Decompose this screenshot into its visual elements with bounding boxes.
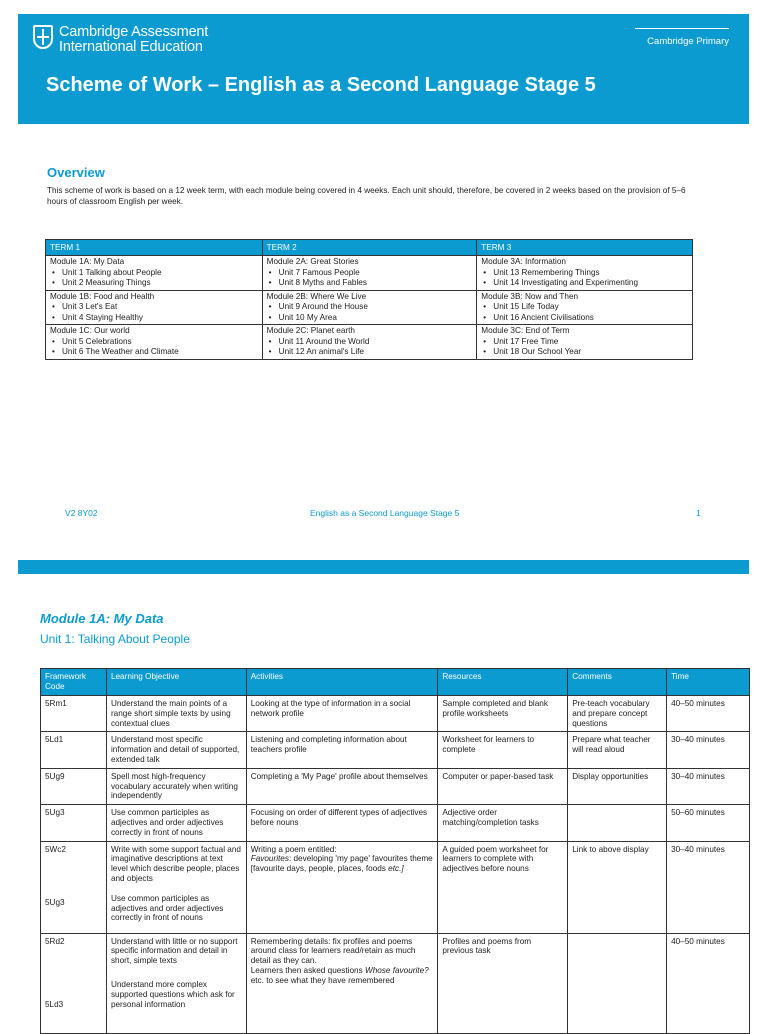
module-title: Module 2C: Planet earth [266, 326, 355, 335]
resources: Adjective order matching/completion tasks [438, 805, 568, 841]
learning-objective: Understand more complex supported questions which ask for personal information [110, 979, 235, 1009]
unit-item: • Unit 5 Celebrations [50, 337, 258, 348]
unit-item: • Unit 16 Ancient Civilisations [481, 313, 688, 324]
cambridge-logo[interactable] [33, 25, 208, 55]
resources: Sample completed and blank profile worksheets [438, 696, 568, 732]
activity-text: Learners then asked questions [250, 965, 365, 975]
column-header-activities: Activities [246, 669, 438, 696]
comments [568, 933, 667, 1033]
activity-emphasis: etc.] [388, 864, 404, 874]
framework-code: 5Rd2 [45, 936, 65, 946]
module-title: Module 2A: Great Stories [266, 257, 359, 266]
table-row [41, 696, 750, 732]
term-header: TERM 3 [477, 240, 693, 256]
brand-rule [635, 28, 729, 29]
comments [568, 805, 667, 841]
learning-objective: Understand most specific information and detail of supported, extended talk [106, 732, 246, 768]
term-cell [477, 256, 693, 291]
term-cell [262, 290, 477, 325]
spacer [45, 854, 102, 898]
scheme-table [40, 668, 750, 1034]
unit-item: • Unit 18 Our School Year [481, 347, 688, 358]
module-heading: Module 1A: My Data [40, 611, 164, 626]
table-row [41, 933, 750, 1033]
activity-text: : developing 'my page' favourites theme [favourite days, people, places, foods [250, 854, 433, 874]
resources: A guided poem worksheet for learners to complete with adjectives before nouns [438, 841, 568, 933]
term-cell [477, 325, 693, 360]
terms-table [45, 239, 693, 360]
unit-item: • Unit 17 Free Time [481, 337, 688, 348]
comments: Prepare what teacher will read aloud [568, 732, 667, 768]
term-cell [477, 290, 693, 325]
unit-item: • Unit 6 The Weather and Climate [50, 347, 258, 358]
unit-item: • Unit 11 Around the World [267, 337, 473, 348]
activity-intro: Writing a poem entitled: [250, 844, 337, 854]
framework-code: 5Wc2 [45, 844, 66, 854]
terms-row [46, 290, 693, 325]
module-title: Module 3C: End of Term [481, 326, 570, 335]
header-banner [18, 14, 749, 124]
time: 30–40 minutes [667, 732, 750, 768]
framework-code: 5Ug9 [41, 768, 107, 804]
term-header: TERM 1 [46, 240, 263, 256]
activity: Focusing on order of different types of adjectives before nouns [246, 805, 438, 841]
activity-intro: Remembering details: fix profiles and poems around class for learners read/retain as much detail as they can. [250, 936, 416, 966]
unit-item: • Unit 3 Let's Eat [50, 302, 258, 313]
logo-line-2: International Education [59, 39, 203, 55]
comments: Pre-teach vocabulary and prepare concept questions [568, 696, 667, 732]
shield-icon [33, 25, 53, 49]
unit-item: • Unit 9 Around the House [267, 302, 473, 313]
learning-objective: Understand the main points of a range short simple texts by using contextual clues [106, 696, 246, 732]
table-row [41, 841, 750, 933]
module-title: Module 1A: My Data [50, 257, 125, 266]
learning-objective-cell [106, 841, 246, 933]
unit-item: • Unit 15 Life Today [481, 302, 688, 313]
column-header-learning-objective: Learning Objective [106, 669, 246, 696]
spacer [111, 966, 242, 980]
time: 40–50 minutes [667, 933, 750, 1033]
activity-text: etc. to see what they have remembered [250, 975, 395, 985]
learning-objective: Use common participles as adjectives and order adjectives correctly in front of nouns [106, 805, 246, 841]
framework-code-cell [41, 933, 107, 1033]
learning-objective: Use common participles as adjectives and order adjectives correctly in front of nouns [110, 893, 224, 923]
time: 30–40 minutes [667, 768, 750, 804]
term-header: TERM 2 [262, 240, 477, 256]
logo-text [59, 25, 208, 55]
column-header-resources: Resources [438, 669, 568, 696]
module-title: Module 3B: Now and Then [481, 291, 579, 301]
unit-item: • Unit 4 Staying Healthy [50, 313, 258, 324]
terms-row [46, 325, 693, 360]
framework-code: 5Rm1 [41, 696, 107, 732]
column-header-framework-code: Framework Code [41, 669, 107, 696]
module-title: Module 1B: Food and Health [50, 291, 155, 301]
activity-emphasis: Favourites [250, 854, 289, 864]
unit-item: • Unit 8 Myths and Fables [267, 278, 473, 289]
time: 50–60 minutes [667, 805, 750, 841]
table-row [41, 805, 750, 841]
logo-line-1: Cambridge Assessment [59, 24, 209, 40]
framework-code-cell [41, 841, 107, 933]
page-title: Scheme of Work – English as a Second Language Stage 5 [46, 74, 596, 96]
unit-item: • Unit 2 Measuring Things [50, 278, 258, 289]
resources: Profiles and poems from previous task [438, 933, 568, 1033]
table-row [41, 732, 750, 768]
unit-item: • Unit 10 My Area [267, 313, 473, 324]
terms-row [46, 256, 693, 291]
footer-title: English as a Second Language Stage 5 [310, 508, 460, 518]
resources: Computer or paper-based task [438, 768, 568, 804]
learning-objective: Write with some support factual and imaginative descriptions at text level which describe people, places and objects [110, 844, 241, 883]
framework-code: 5Ld1 [41, 732, 107, 768]
term-cell [46, 290, 263, 325]
module-title: Module 2B: Where We Live [266, 291, 367, 301]
unit-item: • Unit 1 Talking about People [50, 268, 258, 279]
comments: Display opportunities [568, 768, 667, 804]
term-cell [46, 325, 263, 360]
unit-item: • Unit 7 Famous People [267, 268, 473, 279]
terms-header-row [46, 240, 693, 256]
framework-code: 5Ld3 [45, 1000, 64, 1010]
table-row [41, 768, 750, 804]
framework-code: 5Ug3 [41, 805, 107, 841]
learning-objective: Spell most high-frequency vocabulary accurately when writing independently [106, 768, 246, 804]
framework-code: 5Ug3 [45, 898, 65, 908]
unit-item: • Unit 12 An animal's Life [267, 347, 473, 358]
time: 40–50 minutes [667, 696, 750, 732]
term-cell [262, 256, 477, 291]
overview-heading: Overview [47, 165, 105, 180]
term-cell [262, 325, 477, 360]
term-cell [46, 256, 263, 291]
comments: Link to above display [568, 841, 667, 933]
module-title: Module 3A: Information [481, 257, 566, 266]
learning-objective-cell [106, 933, 246, 1033]
overview-text: This scheme of work is based on a 12 week term, with each module being covered in 4 weeks. Each unit should, therefore, be covered in 2 weeks based on the provision of 5–6 hours of classroom English per week. [47, 186, 686, 206]
unit-item: • Unit 13 Remembering Things [481, 268, 688, 279]
module-title: Module 1C: Our world [50, 326, 130, 335]
activity [246, 933, 438, 1033]
footer-page-number: 1 [696, 508, 701, 518]
spacer [111, 884, 242, 894]
spacer [45, 946, 102, 1000]
activity [246, 841, 438, 933]
learning-objective: Understand with little or no support specific information and detail in short, simple texts [110, 936, 238, 966]
page-2-header-bar [18, 560, 749, 574]
unit-item: • Unit 14 Investigating and Experimenting [481, 278, 688, 289]
activity-emphasis: Whose favourite? [364, 965, 429, 975]
scheme-header-row [41, 669, 750, 696]
brand-text: Cambridge Primary [647, 36, 729, 47]
activity: Completing a 'My Page' profile about themselves [246, 768, 438, 804]
column-header-comments: Comments [568, 669, 667, 696]
column-header-time: Time [667, 669, 750, 696]
activity: Looking at the type of information in a social network profile [246, 696, 438, 732]
time: 30–40 minutes [667, 841, 750, 933]
resources: Worksheet for learners to complete [438, 732, 568, 768]
unit-heading: Unit 1: Talking About People [40, 632, 190, 646]
brand-label [647, 36, 729, 47]
activity: Listening and completing information about teachers profile [246, 732, 438, 768]
footer-version: V2 8Y02 [65, 508, 98, 518]
